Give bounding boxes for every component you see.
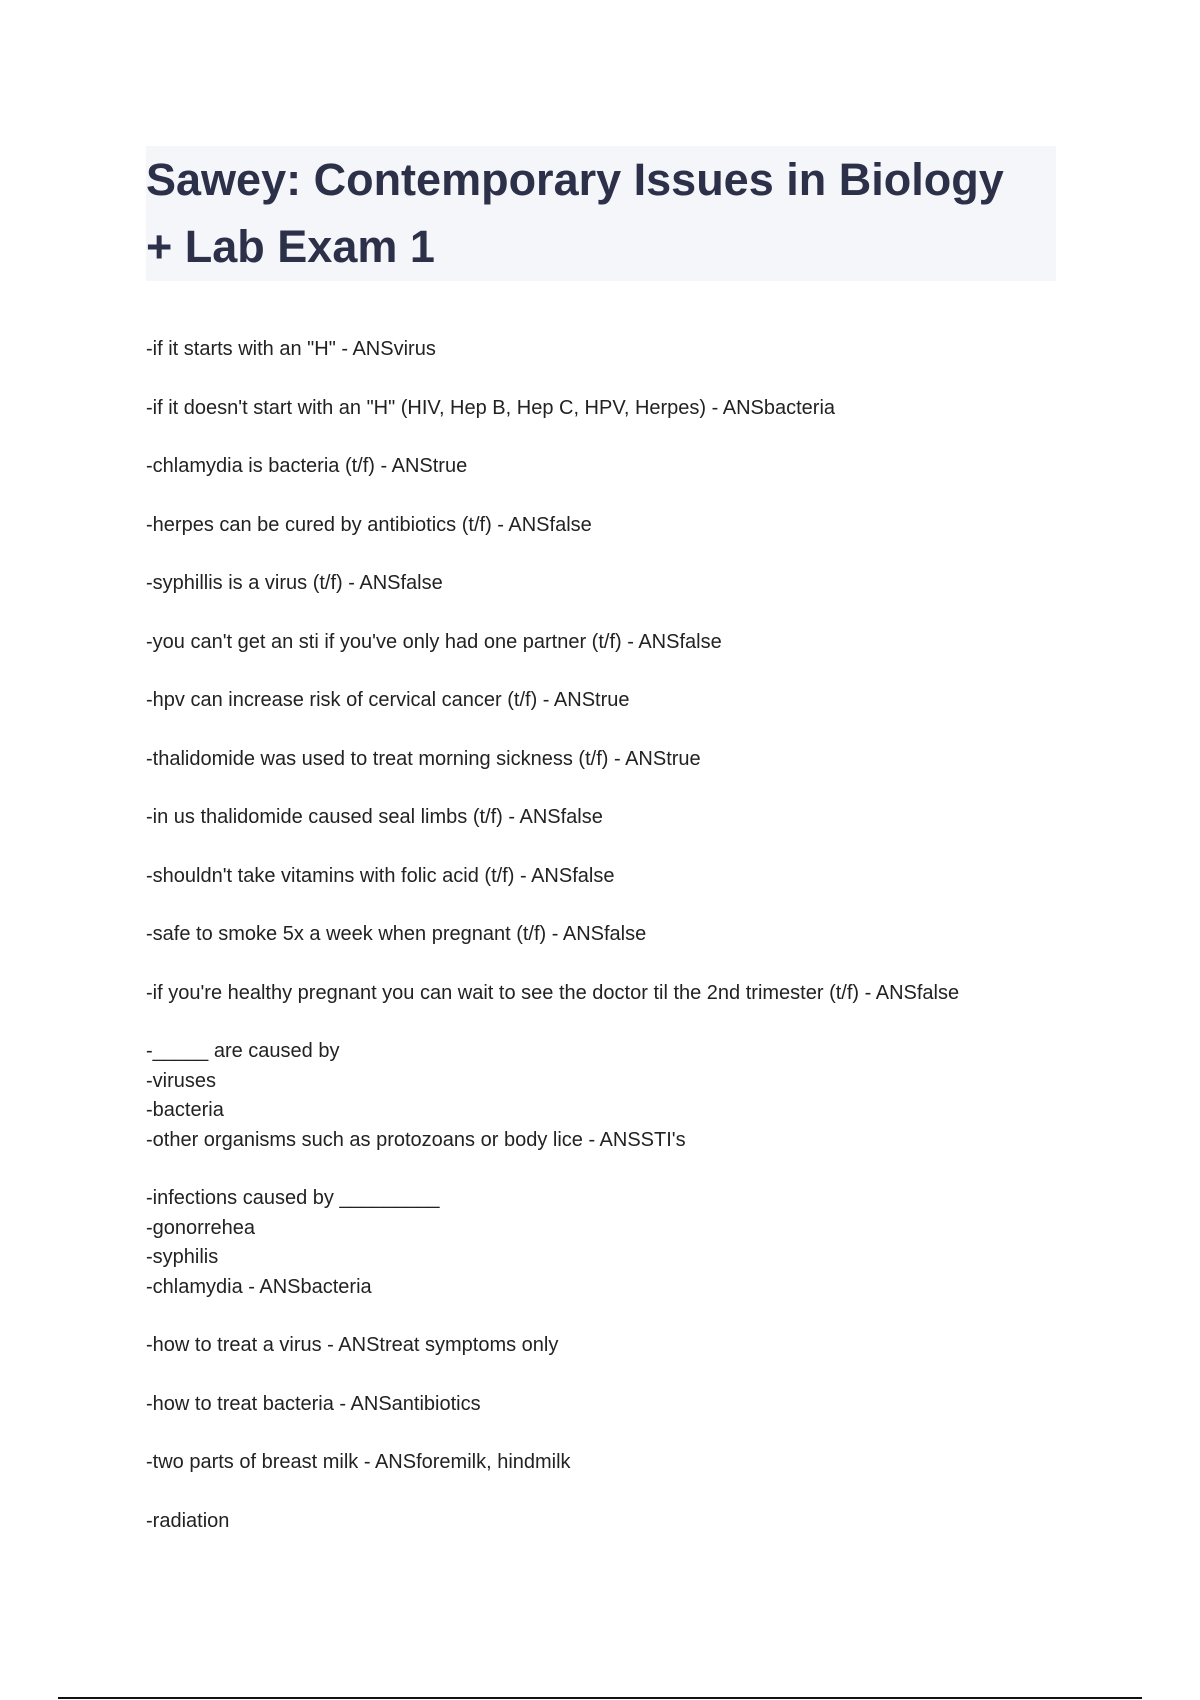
list-item-text: -herpes can be cured by antibiotics (t/f) - ANSfalse [146,513,592,536]
list-item [146,862,1066,892]
list-item-text: -thalidomide was used to treat morning sickness (t/f) - ANStrue [146,747,701,770]
list-item-text: -chlamydia - ANSbacteria [146,1275,372,1298]
footer-divider [58,1697,1142,1699]
list-item-text: -chlamydia is bacteria (t/f) - ANStrue [146,455,468,477]
list-item-text: -infections caused by _________ [146,1187,440,1209]
list-item-text: -syphillis is a virus (t/f) - ANSfalse [146,572,443,594]
list-item [146,745,1066,775]
list-item [146,1507,1066,1537]
list-item-text: -in us thalidomide caused seal limbs (t/f) - ANSfalse [146,806,603,828]
list-item [146,511,1066,541]
list-item-text: -syphilis [146,1246,219,1268]
list-item-text: -gonorrehea [146,1216,255,1239]
list-item [146,1037,1066,1155]
list-item [146,335,1066,365]
list-item [146,803,1066,833]
list-item-text: -if you're healthy pregnant you can wait to see the doctor til the 2nd trimester (t/f) - ANSfalse [146,981,960,1004]
list-item [146,1331,1066,1361]
list-item-text: -safe to smoke 5x a week when pregnant (t/f) - ANSfalse [146,923,647,945]
list-item [146,979,1066,1009]
list-item [146,920,1066,950]
list-item-text: -two parts of breast milk - ANSforemilk, hindmilk [146,1451,571,1473]
list-item-text: -if it starts with an "H" - ANSvirus [146,338,436,360]
list-item-text: -other organisms such as protozoans or body lice - ANSSTI's [146,1128,686,1151]
list-item [146,394,1066,424]
list-item [146,452,1066,482]
list-item-text: -how to treat a virus - ANStreat symptoms only [146,1334,559,1356]
list-item-text: -if it doesn't start with an "H" (HIV, Hep B, Hep C, HPV, Herpes) - ANSbacteria [146,396,836,419]
list-item-text: -hpv can increase risk of cervical cancer (t/f) - ANStrue [146,689,630,711]
list-item [146,1448,1066,1478]
title-banner [146,146,1056,281]
list-item [146,1184,1066,1302]
list-item [146,569,1066,599]
list-item-text: -viruses [146,1069,217,1092]
question-answer-list [146,335,1066,1565]
list-item-text: -_____ are caused by [146,1040,340,1062]
list-item-text: -radiation [146,1509,230,1532]
list-item [146,686,1066,716]
list-item-text: -you can't get an sti if you've only had one partner (t/f) - ANSfalse [146,630,722,653]
list-item [146,628,1066,658]
list-item-text: -shouldn't take vitamins with folic acid (t/f) - ANSfalse [146,864,615,887]
document-title: Sawey: Contemporary Issues in Biology + Lab Exam 1 [146,154,1004,272]
list-item-text: -bacteria [146,1099,224,1121]
list-item [146,1390,1066,1420]
list-item-text: -how to treat bacteria - ANSantibiotics [146,1392,481,1415]
